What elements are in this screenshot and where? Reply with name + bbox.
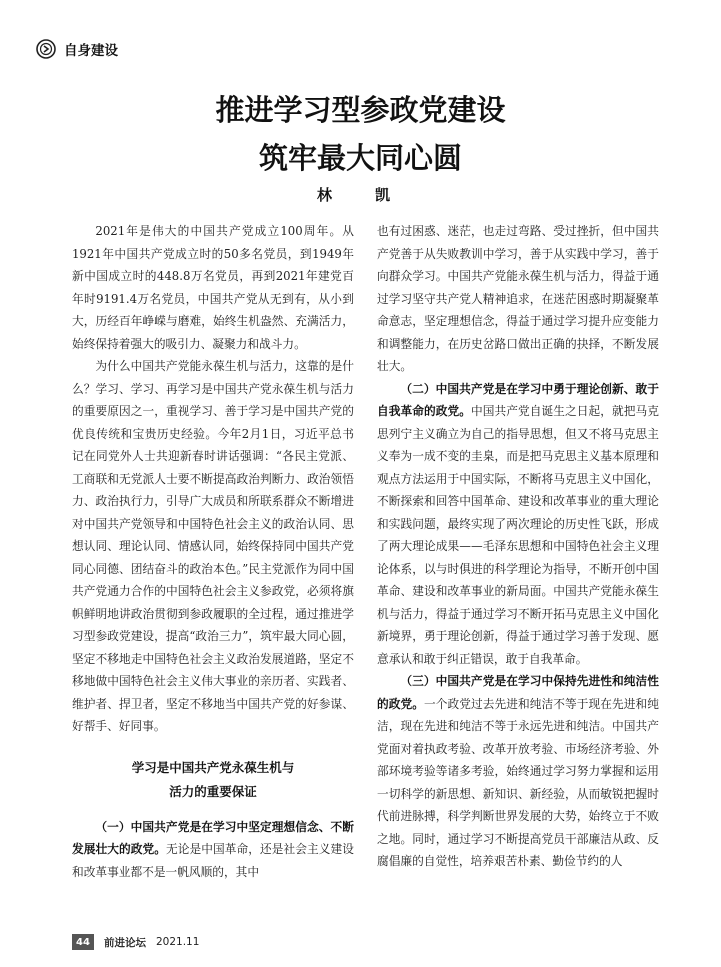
page-number: 44: [72, 934, 94, 950]
point-heading: （三）中国共产党是在学习中保持先进性和纯洁性的政党。: [377, 674, 659, 711]
issue-date: 2021.11: [156, 936, 200, 948]
circle-arrow-icon: [36, 39, 56, 59]
paragraph: 2021年是伟大的中国共产党成立100周年。从1921年中国共产党成立时的50多名党员，到1949年新中国成立时的448.8万名党员，再到2021年建党百年时9191.4万名党员，中国共产党从无到有，从小到大，历经百年峥嵘与磨难，始终生机盎然、充满活力，始终保持着强大的吸引力、凝聚力和战斗力。: [72, 224, 354, 351]
section-name: 自身建设: [64, 43, 118, 59]
section-heading-line-2: 活力的重要保证: [169, 783, 257, 799]
paragraph: 也有过困惑、迷茫，也走过弯路、受过挫折，但中国共产党善于从失败教训中学习，善于从实践中学习，善于向群众学习。中国共产党能永葆生机与活力，得益于通过学习坚守共产党人精神追求，在迷茫困惑时期凝聚革命意志，坚定理想信念，得益于通过学习提升应变能力和调整能力，在历史岔路口做出正确的抉择，不断发展壮大。: [377, 224, 659, 373]
left-column: [72, 220, 354, 883]
title-line-2: 筑牢最大同心圆: [258, 141, 462, 175]
title-line-1: 推进学习型参政党建设: [215, 93, 506, 127]
right-column: [377, 220, 659, 873]
point-heading: （一）中国共产党是在学习中坚定理想信念、不断发展壮大的政党。: [72, 819, 354, 856]
paragraph: [377, 670, 659, 873]
paragraph: [377, 378, 659, 671]
paragraph-text: 中国共产党自诞生之日起，就把马克思列宁主义确立为自己的指导思想，但又不将马克思主义奉为一成不变的圭臬，而是把马克思主义基本原理和观点方法运用于中国实际，不断将马克思主义中国化，不断探索和回答中国革命、建设和改革事业的重大理论和实践问题，最终实现了两次理论的历史性飞跃，形成了两大理论成果——毛泽东思想和中国特色社会主义理论体系，以与时俱进的科学理论为指导，不断开创中国革命、建设和改革事业的新局面。中国共产党能永葆生机与活力，得益于通过学习不断开拓马克思主义中国化新境界，勇于理论创新，得益于通过学习善于发现、愿意承认和敢于纠正错误，敢于自我革命。: [377, 404, 659, 666]
section-heading: [72, 756, 354, 804]
section-heading-line-1: 学习是中国共产党永葆生机与: [131, 759, 295, 775]
paragraph-text: 无论是中国革命，还是社会主义建设和改革事业都不是一帆风顺的，其中: [72, 842, 354, 879]
paragraph: 为什么中国共产党能永葆生机与活力，这靠的是什么？学习、学习、再学习是中国共产党永葆生机与活力的重要原因之一，重视学习、善于学习是中国共产党的优良传统和宝贵历史经验。今年2月1日，习近平总书记在同党外人士共迎新春时讲话强调：“各民主党派、工商联和无党派人士要不断提高政治判断力、政治领悟力、政治执行力，引导广大成员和所联系群众不断增进对中国共产党领导和中国特色社会主义的政治认同、思想认同、理论认同、情感认同，始终保持同中国共产党同心同德、团结奋斗的政治本色。”民主党派作为同中国共产党通力合作的中国特色社会主义参政党，必须将旗帜鲜明地讲政治贯彻到参政履职的全过程，通过推进学习型参政党建设，提高“政治三力”，筑牢最大同心圆，坚定不移地走中国特色社会主义政治发展道路，坚定不移地做中国特色社会主义伟大事业的亲历者、实践者、维护者、捍卫者，坚定不移地当中国共产党的好参谋、好帮手、好同事。: [72, 359, 354, 733]
paragraph: [72, 816, 354, 884]
paragraph-text: 一个政党过去先进和纯洁不等于现在先进和纯洁，现在先进和纯洁不等于永远先进和纯洁。中国共产党面对着执政考验、改革开放考验、市场经济考验、外部环境考验等诸多考验，始终通过学习努力掌握和运用一切科学的新思想、新知识、新经验，从而敏锐把握时代前进脉搏，科学判断世界发展的大势，始终立于不败之地。同时，通过学习不断提高党员干部廉洁从政、反腐倡廉的自觉性，培养艰苦朴素、勤俭节约的人: [377, 696, 659, 868]
point-heading: （二）中国共产党是在学习中勇于理论创新、敢于自我革命的政党。: [377, 381, 659, 418]
article-title: [0, 86, 721, 182]
page-footer: [72, 934, 199, 950]
author-name: 林 凯: [316, 186, 404, 204]
journal-name: 前进论坛: [104, 936, 146, 949]
page-header: [36, 38, 118, 60]
